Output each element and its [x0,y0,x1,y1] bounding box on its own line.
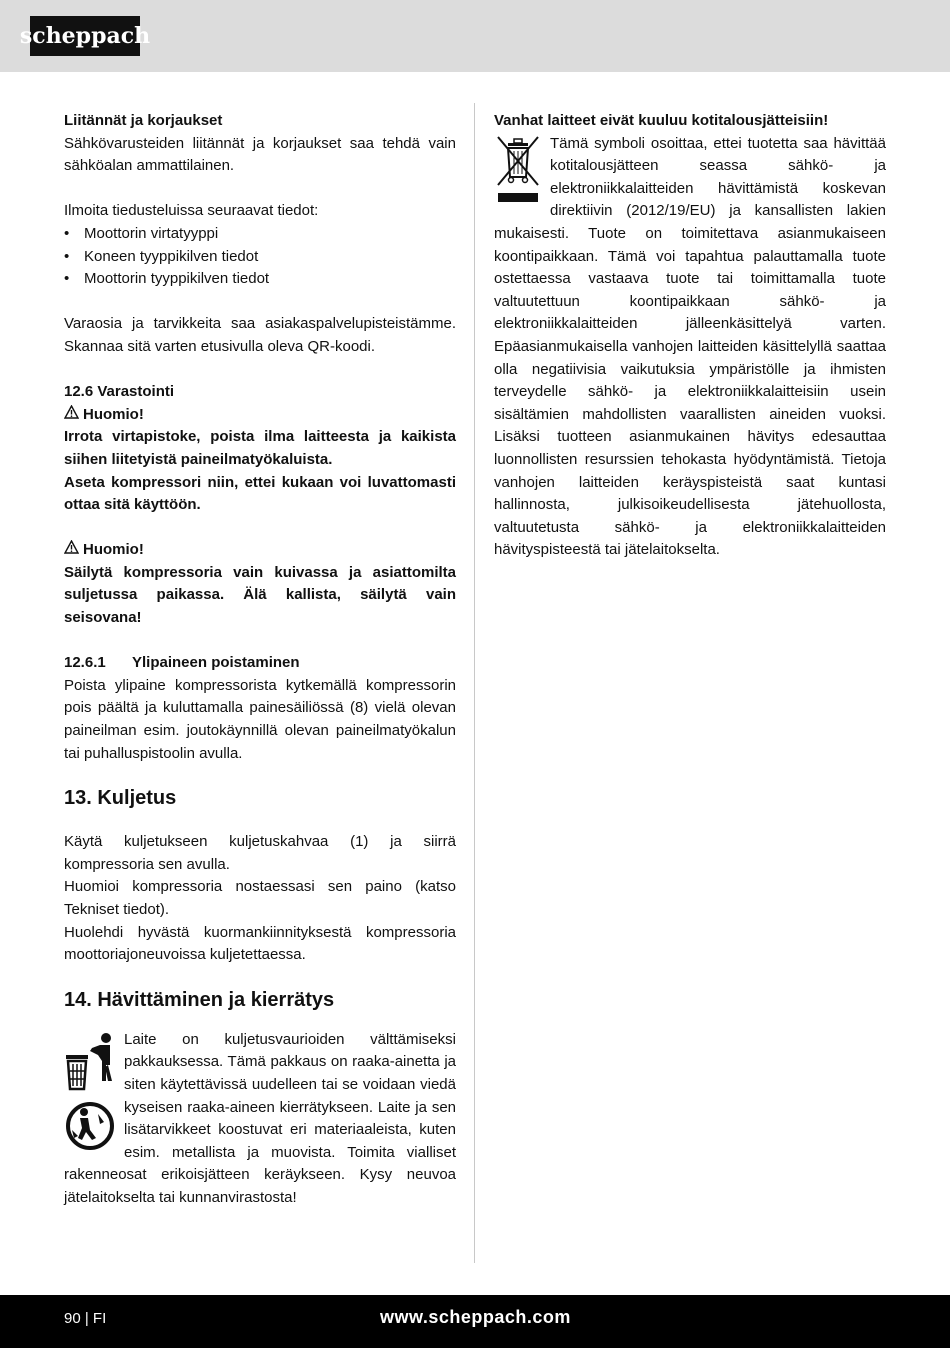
right-column [494,110,886,562]
list-item: • Koneen tyyppikilven tiedot [64,246,456,269]
disposal-text: Laite on kuljetusvaurioiden välttämiseksi pakkauksessa. Tämä pakkaus on raaka-ainetta ja siten käytettävissä uudelleen tai se voidaan viedä kyseisen raaka-aineen kierrätykseen. Laite ja sen lisätarvikkeet koostuvat eri materiaaleista, kuten esim. metallista ja muovista. Toimita vialliset rakenneosat erikoisjätteen keräykseen. Kysy neuvoa jätelaitokselta tai kunnanvirastosta! [64,1030,456,1206]
page-header [0,0,950,72]
warning-label-1: Huomio! [64,404,456,427]
transport-text-3: Huolehdi hyvästä kuormankiinnityksestä kompressoria moottoriajoneuvoissa kuljetettaessa. [64,923,456,964]
list-item: • Moottorin virtatyyppi [64,223,456,246]
scheppach-logo: scheppach [30,16,140,56]
warning-triangle-icon [64,539,79,562]
overpressure-text: Poista ylipaine kompressorista kytkemällä kompressorin pois päältä ja kuluttamalla painesäiliössä (8) vielä olevan paineilman esim. joutokäynnillä olevan paineilmatyökalun tai puhalluspistoolin avulla. [64,676,456,762]
warning-text-1a: Irrota virtapistoke, poista ilma laitteesta ja kaikista siihen liitetyistä paineilmatyökaluista. [64,428,456,468]
crossed-bin-icon [494,135,542,207]
overpressure-heading: 12.6.1 Ylipaineen poistaminen [64,654,300,672]
page-footer [0,1295,950,1348]
inquiry-list [64,223,456,291]
weee-block [494,133,886,562]
connections-heading: Liitännät ja korjaukset [64,112,223,129]
disposal-icons [64,1031,116,1160]
recycling-icon [64,1100,116,1152]
warning-text-2: Säilytä kompressoria vain kuivassa ja asiattomilta suljetussa paikassa. Älä kallista, säilytä vain seisovana! [64,563,456,627]
warning-triangle-icon [64,404,79,427]
disposal-heading: 14. Hävittäminen ja kierrätys [64,988,335,1011]
weee-heading: Vanhat laitteet eivät kuuluu kotitalousjätteisiin! [494,112,829,129]
column-divider [474,103,475,1263]
transport-text-2: Huomioi kompressoria nostaessasi sen paino (katso Tekniset tiedot). [64,878,456,918]
page-number: 90 | FI [64,1310,107,1327]
warning-text-1b: Aseta kompressori niin, ettei kukaan voi luvattomasti ottaa sitä käyttöön. [64,473,456,514]
connections-text: Sähkövarusteiden liitännät ja korjaukset saa tehdä vain sähköalan ammattilainen. [64,134,456,175]
parts-text: Varaosia ja tarvikkeita saa asiakaspalvelupisteistämme. Skannaa sitä varten etusivulla oleva QR-koodi. [64,315,456,355]
inquiry-text: Ilmoita tiedusteluissa seuraavat tiedot: [64,202,319,220]
warning-label-2: Huomio! [64,539,456,562]
transport-text-1: Käytä kuljetukseen kuljetuskahvaa (1) ja siirrä kompressoria sen avulla. [64,833,456,873]
storage-heading: 12.6 Varastointi [64,383,175,401]
disposal-block [64,1029,456,1210]
left-column [64,110,456,1210]
weee-icon [494,135,542,215]
website-link[interactable]: www.scheppach.com [380,1307,571,1327]
transport-heading: 13. Kuljetus [64,787,177,810]
trash-person-icon [64,1031,116,1093]
list-item: • Moottorin tyyppikilven tiedot [64,268,456,291]
weee-text: Tämä symboli osoittaa, ettei tuotetta saa hävittää kotitalousjätteen seassa sähkö- ja elektroniikkalaitteiden hävittämistä koskevan direktiivin (2012/19/EU) ja kansallisten lakien mukaisesti. Tuote on toimitettava asianmukaiseen koontipaikkaan. Tämä voi tapahtua palauttamalla tuote ostettaessa vastaava tuote tai toimittamalla tuote valtuutettuun koontipaikkaan sähkö- ja elektroniikkalaitteiden jälleenkäsittelyä varten. Epäasianmukaisella vanhojen laitteiden käsittelyllä saattaa olla negatiivisia vaikutuksia ympäristölle ja ihmisten terveydelle sähkö- ja elektroniikkalaitteisiin usein sisältämien mahdollisten vaarallisten aineiden vuoksi. Lisäksi tuotteen asianmukainen hävitys edesauttaa luonnollisten resurssien tehokasta hyödyntämistä. Tietoja vanhojen laitteiden keräyspisteistä saat kuntasi hallinnosta, julkisoikeudellisesta jätehuollosta, valtuutetusta sähkö- ja elektroniikkalaitteiden hävityspisteestä tai jätelaitokselta. [494,134,886,559]
